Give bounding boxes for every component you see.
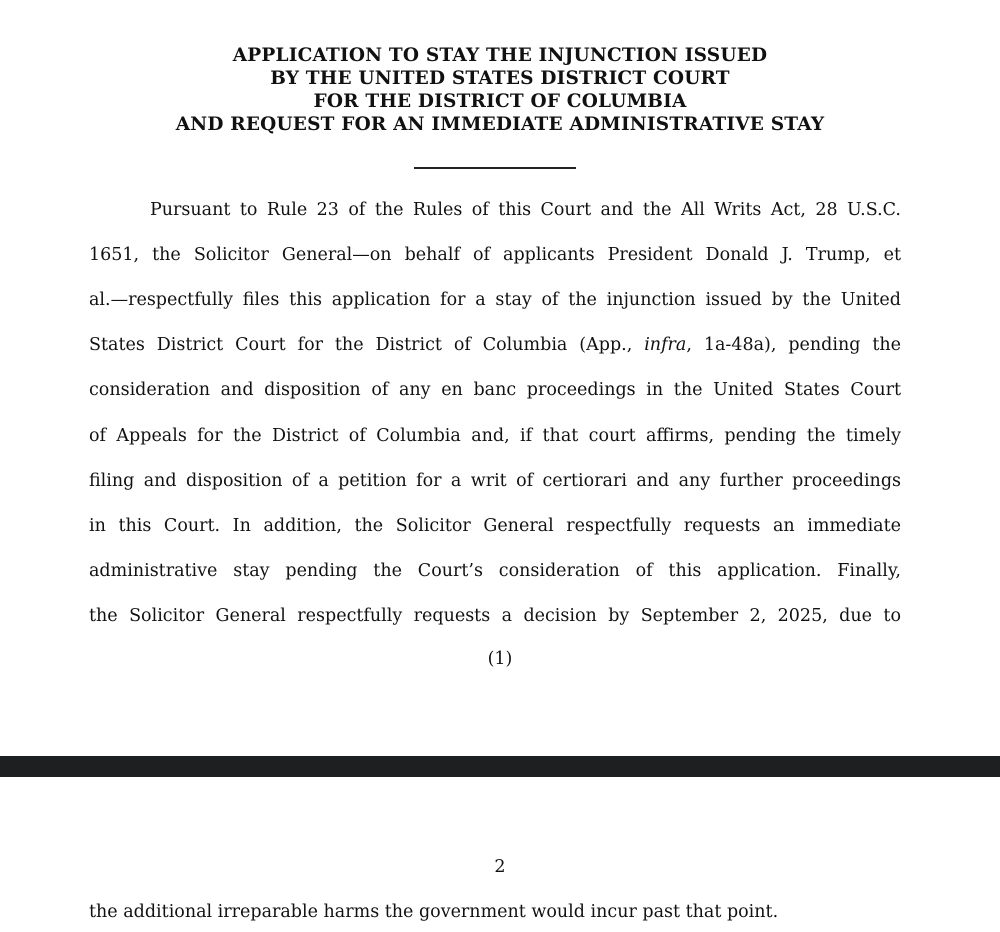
page-number-1: (1) — [487, 649, 513, 669]
paragraph-line-1: Pursuant to Rule 23 of the Rules of this Court and the All Writs Act, 28 U.S.C. — [150, 200, 901, 220]
paragraph-line-6: of Appeals for the District of Columbia and, if that court affirms, pending the timely — [89, 426, 901, 446]
paragraph-line-4 — [89, 334, 901, 356]
paragraph-line-8: in this Court. In addition, the Solicitor General respectfully requests an immediate — [89, 516, 901, 536]
paragraph-line-3: al.—respectfully files this application for a stay of the injunction issued by the United — [89, 290, 901, 310]
title-line-3: FOR THE DISTRICT OF COLUMBIA — [313, 91, 687, 112]
line-4-text-before: States District Court for the District of Columbia (App., — [89, 335, 645, 355]
italic-infra: infra — [644, 335, 687, 355]
title-line-1: APPLICATION TO STAY THE INJUNCTION ISSUED — [232, 45, 768, 66]
document-page-2 — [0, 777, 1000, 932]
page-separator-bar — [0, 756, 1000, 777]
paragraph-line-2: 1651, the Solicitor General—on behalf of applicants President Donald J. Trump, et — [89, 245, 901, 265]
paragraph-line-7: filing and disposition of a petition for a writ of certiorari and any further proceedings — [89, 471, 901, 491]
title-line-2: BY THE UNITED STATES DISTRICT COURT — [270, 68, 730, 89]
title-divider-rule — [414, 167, 576, 169]
line-4-text-after: , 1a-48a), pending the — [686, 335, 901, 355]
document-title — [0, 44, 1000, 136]
paragraph-line-9: administrative stay pending the Court’s consideration of this application. Finally, — [89, 561, 901, 581]
paragraph-line-5: consideration and disposition of any en banc proceedings in the United States Court — [89, 380, 901, 400]
title-line-4: AND REQUEST FOR AN IMMEDIATE ADMINISTRATIVE STAY — [175, 114, 825, 135]
page-number-2: 2 — [494, 857, 506, 877]
page-2-line-1: the additional irreparable harms the government would incur past that point. — [89, 902, 779, 922]
paragraph-line-10: the Solicitor General respectfully requests a decision by September 2, 2025, due to — [89, 606, 901, 626]
